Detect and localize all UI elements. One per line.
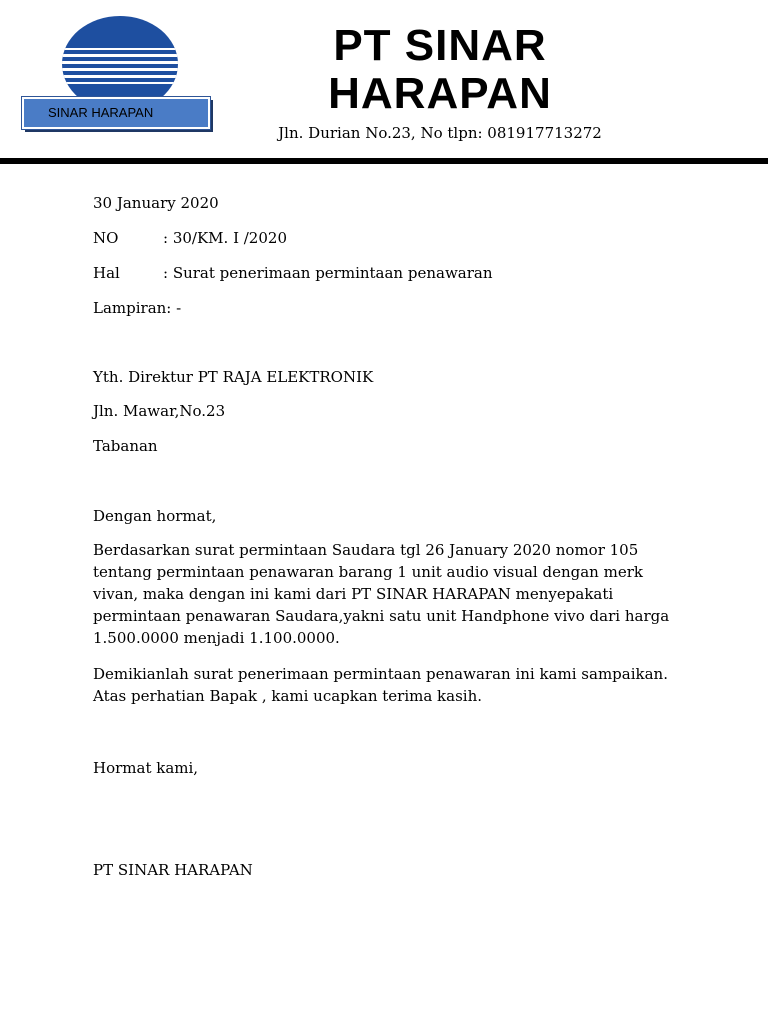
letter-subject-label: Hal [93,264,120,282]
letter-number-row [93,227,287,249]
letter-date: 30 January 2020 [93,194,219,212]
letterhead-divider [0,158,768,164]
letter-signatory: PT SINAR HARAPAN [93,861,253,879]
letter-number-value: : 30/KM. I /2020 [163,229,287,247]
letter-attachment: Lampiran: - [93,299,182,317]
company-name: PT SINAR HARAPAN [328,21,552,118]
recipient-name: Yth. Direktur PT RAJA ELEKTRONIK [93,368,374,386]
body-paragraph-1: Berdasarkan surat permintaan Saudara tgl 26 January 2020 nomor 105 tentang permintaan penawaran barang 1 unit audio visual dengan merk vivan, maka dengan ini kami dari PT SINAR HARAPAN menyepakati permintaan penawaran Saudara,yakni satu unit Handphone vivo dari harga 1.500.0000 menjadi 1.100.0000. [93,541,670,647]
letter-closing: Hormat kami, [93,759,199,777]
letter-subject-value: : Surat penerimaan permintaan penawaran [163,264,493,282]
body-paragraph-2: Demikianlah surat penerimaan permintaan penawaran ini kami sampaikan. Atas perhatian Bapak , kami ucapkan terima kasih. [93,665,668,705]
recipient-city: Tabanan [93,437,158,455]
letter-greeting: Dengan hormat, [93,507,217,525]
letter-number-label: NO [93,229,119,247]
company-address: Jln. Durian No.23, No tlpn: 081917713272 [278,124,602,142]
letter-subject-row [93,262,493,284]
recipient-street: Jln. Mawar,No.23 [93,402,226,420]
logo-label: SINAR HARAPAN [22,97,210,129]
